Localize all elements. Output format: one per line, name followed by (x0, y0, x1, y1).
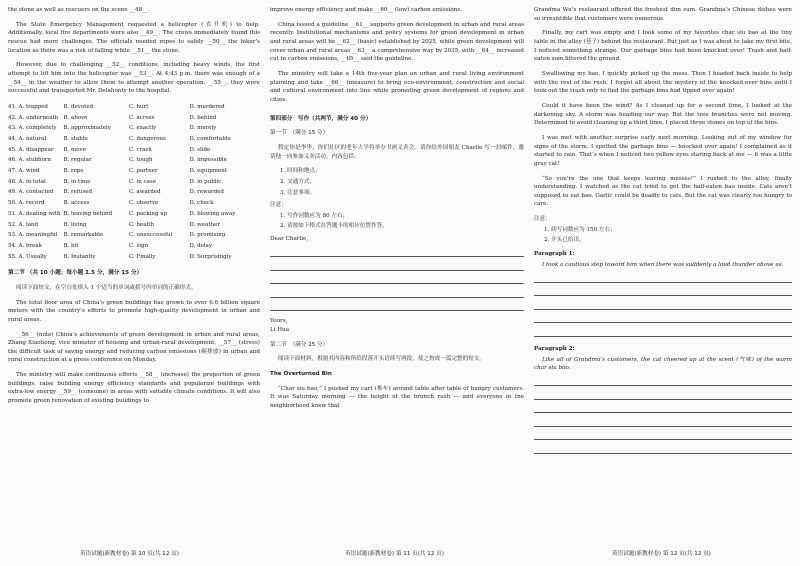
answer-line[interactable] (534, 373, 792, 387)
option-row (8, 209, 260, 220)
option-choice: B. remarkable (63, 232, 104, 239)
story-paragraph: I was met with another surprise early next morning. Looking out of my window for signs of the storm, I spotted the garbage bins — knocked over again! I complained as it started to rain. That’s when I noticed two yellow eyes staring back at me — it was a little gray cat! (534, 134, 792, 167)
option-choice: 45. A. disappear (8, 146, 54, 153)
option-choice: D. in public (189, 178, 222, 185)
note-item: 1. 续写词数应为 150 左右； (544, 226, 616, 233)
option-choice: 43. A. completely (8, 125, 57, 132)
answer-line[interactable] (534, 323, 792, 337)
option-choice: 50. A. record (8, 200, 45, 207)
option-choice: 53. A. meaningful (8, 232, 58, 239)
option-choice: D. murdered (189, 103, 225, 110)
option-row (8, 134, 260, 145)
option-row (8, 177, 260, 188)
note-item: 2. 开头已给出。 (544, 237, 585, 244)
answer-line[interactable] (534, 440, 792, 454)
story-title: The Overturned Bin (270, 370, 332, 377)
answer-line[interactable] (270, 298, 524, 312)
option-row (8, 252, 260, 263)
option-choice: D. check (189, 200, 214, 207)
story-paragraph: “So you’re the one that keeps leaving messes!” I rushed to the alley, finally understanding. I watched as the cat tried to get the half-eaten bao inside. Cats aren’t supposed to eat bao. Garlic could be deadly to cats. But the cat was clearly too hungry to care. (534, 175, 792, 208)
answer-line[interactable] (534, 310, 792, 324)
answer-line[interactable] (534, 400, 792, 414)
option-choice: D. merely (189, 125, 217, 132)
grammar-paragraph: China issued a guideline __61__ supports green development in urban and rural areas recently. Institutional mechanisms and policy systems for green development in urban and rural areas will be __62__ (basic) established by 2025, while green development will cover urban and rural areas __63__ a comprehensive way by 2035, with __64__ increased cut in carbon emissions, __65__ said the guideline. (270, 21, 524, 63)
answer-line[interactable] (534, 283, 792, 297)
option-choice: 52. A. land (8, 221, 39, 228)
part-4-title: 第四部分 写作（共两节，满分 40 分） (270, 115, 372, 122)
writing-section-2-title: 第二节 （满分 25 分） (270, 341, 329, 348)
section-2-instructions: 阅读下面短文，在空白处填入 1 个适当的单词或括号内单词的正确形式。 (16, 284, 197, 291)
answer-lines (534, 373, 792, 454)
option-choice: D. equipment (189, 168, 227, 175)
option-choice: 44. A. natural (8, 136, 47, 143)
grammar-paragraph: The ministry will make continuous efforts __58__ (increase) the proportion of green buildings, raise building energy efficiency standards and popularize buildings with extra-low energy __59__ (consume) in areas with suitable climate conditions. It will also promote green renovation of existing buildings to (8, 372, 260, 405)
option-choice: B. leaving behind (63, 210, 113, 217)
option-choice: D. slide (189, 146, 211, 153)
option-choice: B. devoted (63, 103, 94, 110)
option-row (8, 187, 260, 198)
answer-line[interactable] (270, 271, 524, 285)
option-choice: B. rope (63, 168, 84, 175)
cloze-paragraph-end: the stone as well as rescuers on the scene __48__. (8, 7, 150, 13)
option-choice: C. across (128, 114, 155, 121)
option-row (8, 230, 260, 241)
prompt-point: 2. 交通方式； (280, 178, 316, 185)
option-choice: D. comfortable (189, 136, 231, 143)
option-choice: B. regular (63, 157, 92, 164)
option-choice: D. weather (189, 221, 221, 228)
story-paragraph: Swallowing my bao, I quickly picked up the mess. Then I headed back inside to help with the rest of the rush. I forgot all about the mystery of the knocked-over bins until I took out the trash only to find the garbage bins had tipped over again! (534, 70, 792, 95)
option-choice: D. delay (189, 242, 213, 249)
option-choice: 48. A. in total (8, 178, 46, 185)
writing-section-1-title: 第一节 （满分 15 分） (270, 130, 329, 137)
option-choice: C. dangerous (128, 136, 166, 143)
option-row (8, 113, 260, 124)
option-choice: 41. A. trapped (8, 103, 48, 110)
option-choice: B. access (63, 200, 90, 207)
grammar-paragraph: improve energy efficiency and make __60__ (low) carbon emissions. (270, 7, 462, 13)
answer-lines (534, 269, 792, 337)
grammar-paragraph: The total floor area of China’s green buildings has grown to over 6.6 billion square meters with the country’s efforts to promote high-quality development in urban and rural areas. (8, 299, 260, 323)
option-choice: C. health (128, 221, 155, 228)
answer-line[interactable] (534, 386, 792, 400)
story-paragraph: Grandma Wu’s restaurant offered the freshest dim sum. Grandma’s Chinese dishes were so irresistible that customers were numerous. (534, 7, 792, 22)
option-choice: C. exactly (128, 125, 157, 132)
option-choice: D. Surprisingly (189, 253, 232, 260)
answer-line[interactable] (534, 296, 792, 310)
answer-line[interactable] (270, 244, 524, 258)
page-footer: 英语试题(新教材卷) 第 10 页(共 12 页) (80, 551, 179, 557)
cloze-options-table (8, 102, 260, 262)
letter-closing: Yours, (270, 318, 288, 325)
option-choice: B. move (63, 146, 86, 153)
note-item: 1. 写作词数应为 80 左右； (280, 212, 349, 219)
option-row (8, 145, 260, 156)
cloze-paragraph: However, due to challenging __52__ conditions, including heavy winds, the first attempt to lift him into the helicopter was __53__. At 4:43 p.m. there was enough of a __54__ in the weather to allow them to attempt another operation. __55__, they were successful and transported Mr. Delahonty to the hospital. (8, 62, 260, 95)
option-choice: B. approximately (63, 125, 111, 132)
option-row (8, 123, 260, 134)
option-choice: B. hit (63, 242, 79, 249)
option-choice: C. awarded (128, 189, 161, 196)
option-choice: B. above (63, 114, 88, 121)
answer-line[interactable] (534, 413, 792, 427)
prompt-point: 1. 时间和地点； (280, 168, 321, 175)
option-choice: 54. A. break (8, 242, 42, 249)
answer-line[interactable] (270, 257, 524, 271)
option-row (8, 155, 260, 166)
option-choice: C. sign (128, 242, 149, 249)
paragraph-1-opening: I took a cautious step toward him when there was suddenly a loud thunder above us. (542, 261, 784, 268)
page-11-column (270, 6, 524, 417)
option-choice: B. living (63, 221, 87, 228)
cloze-paragraph: The State Emergency Management requested a helicopter (直升机) to help. Additionally, local fire departments were also __49__. The crews immediately found this rescue had more challenges. The officials needed ropes to safely __50__ the hiker’s location as there was a risk of falling while __51__ the stone. (8, 21, 260, 54)
note-label: 注意： (270, 202, 287, 209)
option-choice: C. Finally (128, 253, 156, 260)
option-choice: C. hurt (128, 103, 149, 110)
page-footer: 英语试题(新教材卷) 第 12 页(共 12 页) (612, 551, 711, 557)
option-row (8, 102, 260, 113)
option-choice: D. blowing away (189, 210, 236, 217)
option-choice: C. crash (128, 146, 152, 153)
option-choice: B. in time (63, 178, 91, 185)
option-choice: D. behind (189, 114, 217, 121)
section-2-title: 第二节 （共 10 小题；每小题 1.5 分，满分 15 分） (8, 270, 143, 277)
grammar-paragraph: __56__ (note) China’s achievements of green development in urban and rural areas, Zhang Xiaohong, vice minister of housing and urban-rural development, __57__ (stress) the difficult task of saving energy and reducing carbon emissions (碳排放) in urban and rural construction at a press conference on Monday. (8, 331, 260, 364)
note-item: 2. 请按如下格式在答题卡的相应位置作答。 (280, 223, 388, 230)
option-choice: D. rewarded (189, 189, 224, 196)
option-row (8, 198, 260, 209)
note-label: 注意： (534, 216, 551, 223)
story-paragraph: Could it have been the wind? As I cleaned up for a second time, I looked at the darkening sky. A storm was heading our way. But the tree branches were not moving. Determined to avoid cleaning up a third time, I placed three stones on top of the bins. (534, 102, 792, 127)
paragraph-2-label: Paragraph 2: (534, 345, 575, 352)
option-choice: D. promising (189, 232, 226, 239)
paragraph-2-opening: Like all of Grandma’s customers, the cat cheered up at the scent (气味) of the warm char siu bao. (534, 356, 792, 372)
page-12-column (534, 6, 792, 454)
option-choice: 47. A. wind (8, 168, 40, 175)
answer-line[interactable] (270, 284, 524, 298)
option-choice: C. partner (128, 168, 158, 175)
page-footer: 英语试题(新教材卷) 第 11 页(共 12 页) (345, 551, 444, 557)
option-row (8, 219, 260, 230)
continuation-instructions: 阅读下面材料，根据其内容和所给段落开头语续写两段，使之构成一篇完整的短文。 (278, 356, 485, 363)
option-choice: B. refused (63, 189, 93, 196)
option-row (8, 166, 260, 177)
option-choice: D. impossible (189, 157, 227, 164)
grammar-paragraph: The ministry will take a 14th five-year plan on urban and rural living environment planning and take __66__ (measure) to bring eco-environment, construction and social and cultural environment into line while promoting green development of regions and cities. (270, 70, 524, 103)
letter-signature: Li Hua (270, 326, 290, 333)
option-choice: 55. A. Usually (8, 253, 47, 260)
option-choice: 42. A. underneath (8, 114, 59, 121)
option-row (8, 241, 260, 252)
option-choice: C. observe (128, 200, 159, 207)
option-choice: 51. A. dealing with (8, 210, 61, 217)
story-paragraph: Finally, my cart was empty and I took some of my favorites char siu bao at the tiny table in the alley (巷子) behind the restaurant. But just as I was about to take my first bite, I noticed something strange. Our garbage bins had been knocked over! Trash and half-eaten sum littered the ground. (534, 30, 792, 63)
option-choice: C. tough (128, 157, 153, 164)
prompt-point: 3. 注意事项。 (280, 189, 316, 196)
option-choice: 46. A. stubborn (8, 157, 52, 164)
option-choice: C. packing up (128, 210, 168, 217)
letter-salutation: Dear Charlie, (270, 236, 309, 243)
answer-line[interactable] (534, 269, 792, 283)
page-10-column (8, 6, 260, 412)
option-choice: C. unsuccessful (128, 232, 173, 239)
option-choice: 49. A. contacted (8, 189, 54, 196)
option-choice: B. Instantly (63, 253, 96, 260)
writing-prompt: 假定你是李华，你们社区的老年大学将举办书画义卖会。请你给外国朋友 Charlie 写一封邮件，邀请他一同参加义卖活动，内容包括： (270, 144, 524, 160)
option-choice: B. stable (63, 136, 88, 143)
option-choice: C. in case (128, 178, 156, 185)
answer-lines (270, 244, 524, 312)
story-paragraph: “Char siu bao,” I pushed my cart (推车) around table after table of hungry customers. It was Saturday morning — the height of the brunch rush — and everyone in the neighborhood knew that (270, 385, 524, 409)
answer-line[interactable] (534, 427, 792, 441)
paragraph-1-label: Paragraph 1: (534, 251, 575, 258)
